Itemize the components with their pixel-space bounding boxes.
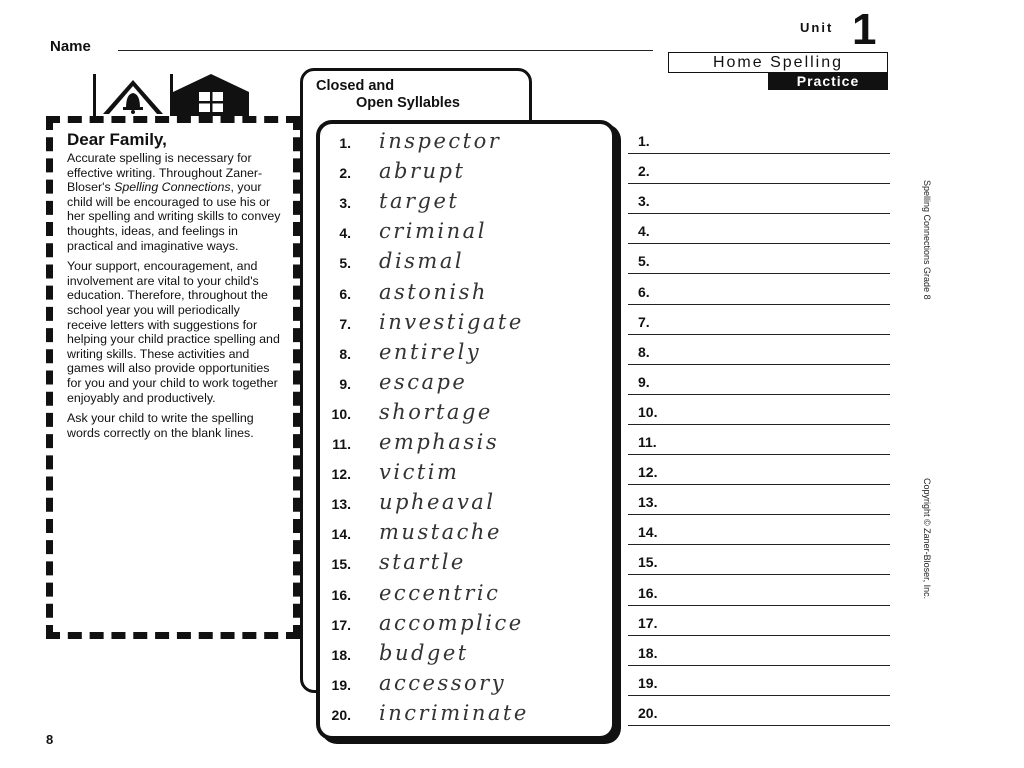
word-number: 16.	[331, 586, 351, 603]
word-number: 12.	[331, 466, 351, 483]
word-item	[325, 280, 605, 306]
answer-underline[interactable]	[628, 213, 890, 214]
answer-number: 3.	[638, 193, 650, 210]
word-item	[325, 701, 605, 727]
answer-number: 2.	[638, 163, 650, 180]
worksheet-title: Home Spelling	[668, 52, 888, 73]
answer-underline[interactable]	[628, 725, 890, 726]
word-number: 2.	[339, 165, 351, 182]
answer-underline[interactable]	[628, 304, 890, 305]
spelling-word: astonish	[379, 279, 488, 304]
answer-number: 10.	[638, 403, 658, 420]
answer-underline[interactable]	[628, 665, 890, 666]
answer-underline[interactable]	[628, 605, 890, 606]
worksheet-subtitle: Practice	[768, 72, 888, 90]
house-icon	[93, 70, 249, 116]
word-number: 6.	[339, 285, 351, 302]
letter-heading: Dear Family,	[67, 130, 167, 149]
answer-line[interactable]	[628, 700, 890, 726]
spelling-word: startle	[379, 550, 466, 575]
answer-number: 6.	[638, 283, 650, 300]
spelling-word: escape	[379, 369, 468, 394]
answer-line[interactable]	[628, 610, 890, 636]
spelling-word: budget	[379, 640, 469, 665]
word-number: 20.	[331, 706, 351, 723]
letter-paragraph-1: Accurate spelling is necessary for effective writing. Throughout Zaner-Bloser's Spelling Connections, your child will be encouraged to use his or her spelling and writing skills to convey thoughts, ideas, and feelings in practical and imaginative ways.	[67, 151, 281, 253]
answer-line[interactable]	[628, 519, 890, 545]
word-item	[325, 159, 605, 185]
word-number: 13.	[331, 496, 351, 513]
answer-line[interactable]	[628, 248, 890, 274]
spelling-word: target	[379, 189, 460, 214]
answer-number: 15.	[638, 554, 658, 571]
word-item	[325, 129, 605, 155]
word-item	[325, 550, 605, 576]
answer-line[interactable]	[628, 580, 890, 606]
answer-number: 16.	[638, 584, 658, 601]
spelling-word: dismal	[379, 249, 465, 274]
answer-number: 9.	[638, 373, 650, 390]
unit-label: Unit	[800, 20, 834, 35]
answer-line[interactable]	[628, 459, 890, 485]
answer-underline[interactable]	[628, 454, 890, 455]
answer-line[interactable]	[628, 279, 890, 305]
answer-line[interactable]	[628, 218, 890, 244]
answer-underline[interactable]	[628, 334, 890, 335]
answer-underline[interactable]	[628, 364, 890, 365]
spelling-word: upheaval	[379, 490, 496, 515]
word-item	[325, 400, 605, 426]
word-number: 10.	[331, 405, 351, 422]
answer-underline[interactable]	[628, 424, 890, 425]
word-number: 4.	[339, 225, 351, 242]
answer-number: 20.	[638, 704, 658, 721]
answer-line[interactable]	[628, 369, 890, 395]
word-number: 5.	[339, 255, 351, 272]
word-number: 18.	[331, 646, 351, 663]
spelling-word: criminal	[379, 219, 487, 244]
answer-line[interactable]	[628, 640, 890, 666]
letter-paragraph-2: Your support, encouragement, and involvement are vital to your child's education. Therefore, throughout the school year you will periodically receive letters with suggestions for helping your child practice spelling and writing skills. These activities and games will also provide opportunities for you and your child to work together enjoyably and productively.	[67, 259, 280, 405]
answer-number: 1.	[638, 133, 650, 149]
answer-number: 4.	[638, 223, 650, 240]
answer-underline[interactable]	[628, 394, 890, 395]
answer-line[interactable]	[628, 399, 890, 425]
spelling-word: eccentric	[379, 580, 501, 605]
word-number: 17.	[331, 616, 351, 633]
answer-number: 13.	[638, 494, 658, 511]
answer-underline[interactable]	[628, 695, 890, 696]
spelling-word: inspector	[379, 129, 502, 153]
word-item	[325, 370, 605, 396]
tab-title: Closed and Open Syllables	[316, 78, 460, 111]
word-item	[325, 490, 605, 516]
unit-number: 1	[852, 5, 877, 54]
answer-underline[interactable]	[628, 153, 890, 154]
spelling-word: shortage	[379, 399, 493, 424]
answer-number: 12.	[638, 464, 658, 481]
spelling-word: entirely	[379, 339, 482, 364]
answer-number: 19.	[638, 674, 658, 691]
word-item	[325, 430, 605, 456]
word-item	[325, 460, 605, 486]
answer-number: 17.	[638, 614, 658, 631]
letter-paragraph-3: Ask your child to write the spelling words correctly on the blank lines.	[67, 411, 254, 440]
answer-line[interactable]	[628, 128, 890, 154]
name-blank-line[interactable]	[118, 50, 653, 51]
word-number: 1.	[339, 135, 351, 151]
answer-underline[interactable]	[628, 183, 890, 184]
spelling-word: investigate	[379, 309, 524, 334]
word-number: 15.	[331, 556, 351, 573]
spelling-word: abrupt	[379, 159, 466, 184]
answer-underline[interactable]	[628, 484, 890, 485]
word-item	[325, 581, 605, 607]
word-item	[325, 641, 605, 667]
answer-number: 8.	[638, 343, 650, 360]
spelling-word: victim	[379, 460, 460, 485]
spelling-word: accessory	[379, 670, 507, 695]
word-item	[325, 520, 605, 546]
answer-underline[interactable]	[628, 273, 890, 274]
word-item	[325, 219, 605, 245]
word-item	[325, 340, 605, 366]
page-number: 8	[46, 732, 54, 747]
family-letter-box	[46, 116, 300, 639]
answer-line[interactable]	[628, 670, 890, 696]
word-item	[325, 611, 605, 637]
answer-underline[interactable]	[628, 514, 890, 515]
answer-line[interactable]	[628, 339, 890, 365]
word-number: 9.	[339, 375, 351, 392]
name-label: Name	[50, 38, 91, 55]
family-letter	[67, 131, 281, 446]
answer-underline[interactable]	[628, 574, 890, 575]
spelling-word: incriminate	[379, 700, 529, 725]
spelling-word: emphasis	[379, 430, 500, 454]
word-item	[325, 671, 605, 697]
answer-number: 14.	[638, 524, 658, 541]
word-number: 7.	[339, 315, 351, 332]
word-number: 8.	[339, 345, 351, 362]
window-icon	[199, 92, 223, 112]
word-item	[325, 310, 605, 336]
side-credit-bottom: Copyright © Zaner-Bloser, Inc.	[922, 478, 932, 600]
spelling-word: mustache	[379, 520, 502, 545]
answer-number: 7.	[638, 313, 650, 330]
spelling-word: accomplice	[379, 610, 524, 635]
word-number: 11.	[332, 436, 351, 452]
answer-line[interactable]	[628, 309, 890, 335]
answer-number: 5.	[638, 253, 650, 270]
word-number: 3.	[339, 195, 351, 212]
word-item	[325, 249, 605, 275]
answer-underline[interactable]	[628, 635, 890, 636]
answer-line[interactable]	[628, 188, 890, 214]
answer-underline[interactable]	[628, 243, 890, 244]
word-number: 19.	[331, 676, 351, 693]
word-item	[325, 189, 605, 215]
answer-line[interactable]	[628, 549, 890, 575]
answer-number: 11.	[638, 434, 657, 450]
answer-line[interactable]	[628, 489, 890, 515]
answer-line[interactable]	[628, 158, 890, 184]
answer-number: 18.	[638, 644, 658, 661]
answer-underline[interactable]	[628, 544, 890, 545]
word-number: 14.	[331, 526, 351, 543]
answer-line[interactable]	[628, 429, 890, 455]
side-credit-top: Spelling Connections Grade 8	[922, 180, 932, 300]
